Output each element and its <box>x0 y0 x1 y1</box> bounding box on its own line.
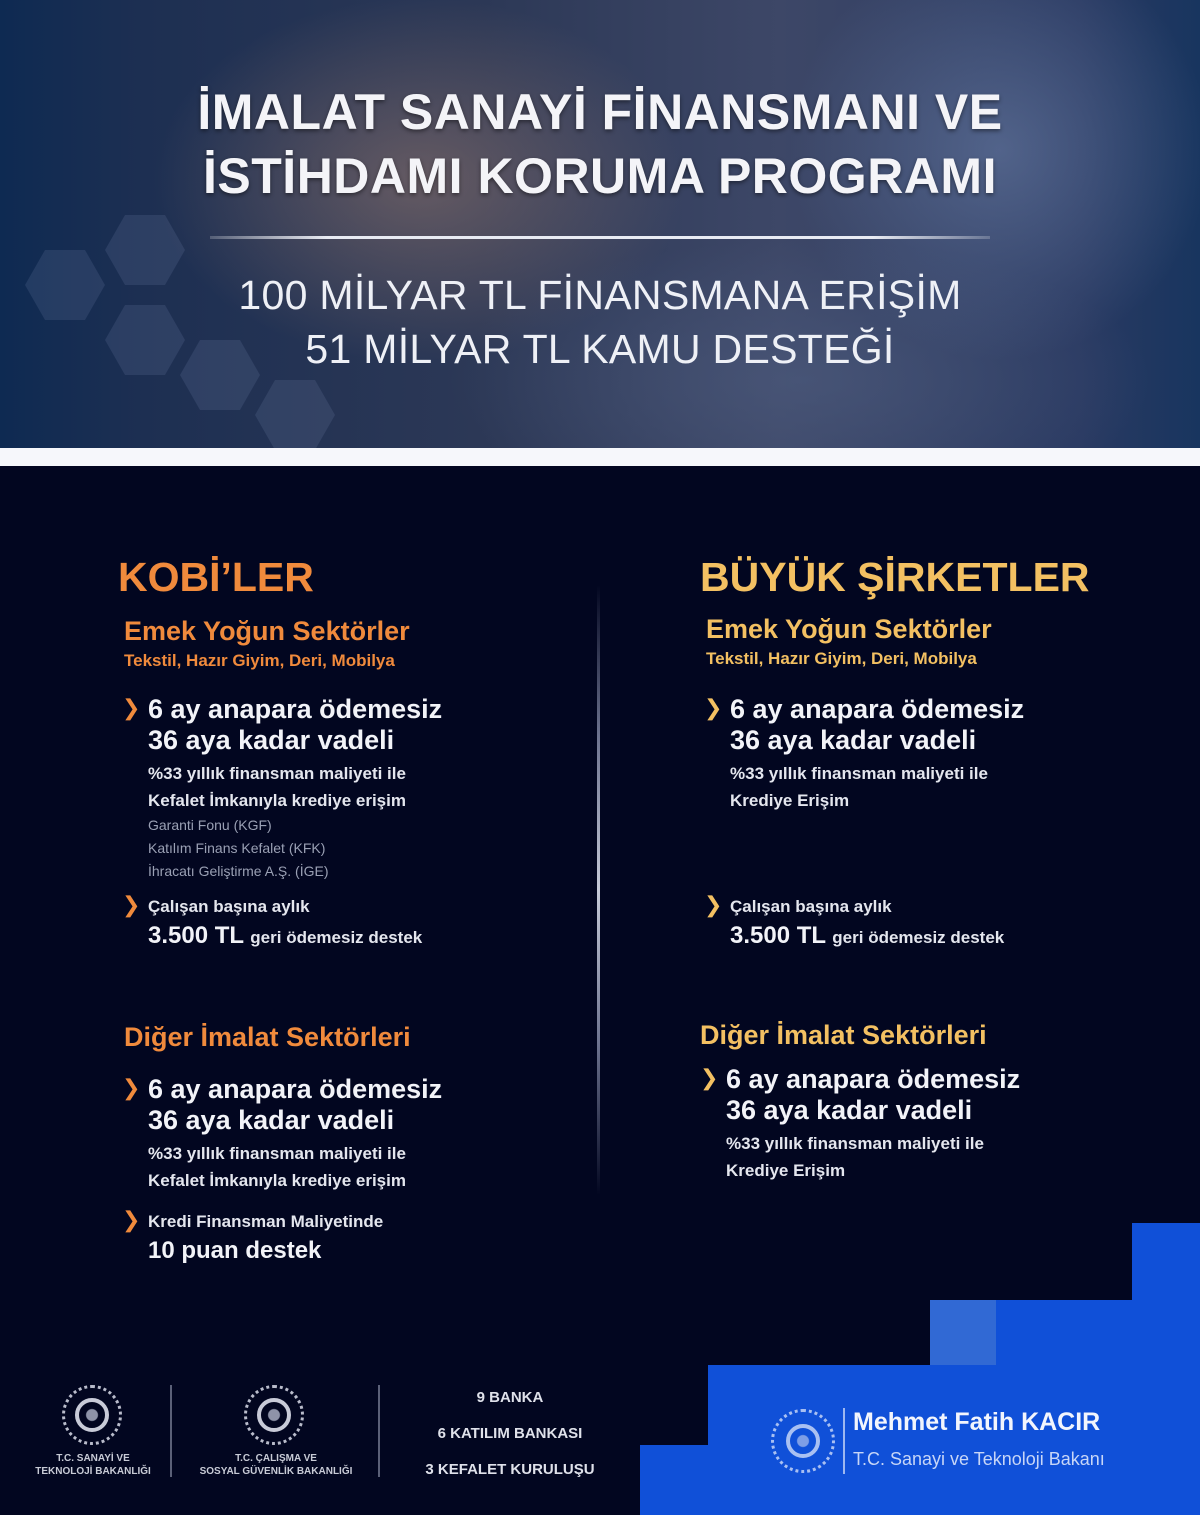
amount-caption: geri ödemesiz destek <box>832 928 1005 947</box>
title-line-1: İMALAT SANAYİ FİNANSMANI VE <box>197 84 1003 140</box>
bullet-detail: %33 yıllık finansman maliyeti ile <box>148 1144 406 1163</box>
chevron-right-icon: ❯ <box>122 1208 141 1233</box>
bullet-detail: Krediye Erişim <box>730 791 850 810</box>
list-item <box>118 1074 558 1194</box>
bullet-detail: Kefalet İmkanıyla krediye erişim <box>148 791 406 810</box>
section-subtitle: Tekstil, Hazır Giyim, Deri, Mobilya <box>124 651 395 670</box>
ministry-emblem-icon <box>771 1409 835 1473</box>
minister-divider <box>843 1408 845 1474</box>
amount-caption: geri ödemesiz destek <box>250 928 423 947</box>
hero-banner <box>0 0 1200 448</box>
caption-line: T.C. SANAYİ VE <box>56 1453 130 1464</box>
list-item <box>118 893 558 954</box>
list-item <box>118 1208 558 1267</box>
hero-subtitle <box>0 268 1200 376</box>
separator-band <box>0 448 1200 466</box>
logo-caption <box>10 1452 176 1478</box>
bullet-detail: Krediye Erişim <box>726 1161 846 1180</box>
bullet-note: İhracatı Geliştirme A.Ş. (İGE) <box>148 863 329 879</box>
amount-value: 3.500 TL <box>148 922 244 949</box>
bullet-line: Çalışan başına aylık <box>148 897 310 916</box>
support-amount: 10 puan destek <box>148 1237 322 1264</box>
section-title: Diğer İmalat Sektörleri <box>700 1020 987 1050</box>
blue-step <box>1132 1223 1200 1515</box>
bullet-line: 6 ay anapara ödemesiz <box>726 1064 1021 1094</box>
subtitle-line-1: 100 MİLYAR TL FİNANSMANA ERİŞİM <box>238 272 962 318</box>
column-title: KOBİ’LER <box>118 554 314 600</box>
bullet-line: 6 ay anapara ödemesiz <box>148 1074 443 1104</box>
bullet-line: Çalışan başına aylık <box>730 897 892 916</box>
bullet-note: Katılım Finans Kefalet (KFK) <box>148 840 326 856</box>
minister-title: T.C. Sanayi ve Teknoloji Bakanı <box>853 1449 1105 1469</box>
title-line-2: İSTİHDAMI KORUMA PROGRAMI <box>203 148 997 204</box>
minister-name: Mehmet Fatih KACIR <box>853 1408 1101 1436</box>
footer-divider <box>378 1385 380 1477</box>
light-blue-square <box>930 1300 996 1365</box>
bullet-line: Kredi Finansman Maliyetinde <box>148 1212 384 1231</box>
chevron-right-icon: ❯ <box>704 696 723 721</box>
partner-item: 9 BANKA <box>476 1389 544 1406</box>
caption-line: T.C. ÇALIŞMA VE <box>235 1453 317 1464</box>
chevron-right-icon: ❯ <box>122 1076 141 1101</box>
section-title: Diğer İmalat Sektörleri <box>124 1022 411 1052</box>
partner-list <box>400 1380 620 1488</box>
ministry-emblem-icon <box>244 1385 304 1445</box>
caption-line: SOSYAL GÜVENLİK BAKANLIĞI <box>199 1466 353 1477</box>
chevron-right-icon: ❯ <box>122 696 141 721</box>
caption-line: TEKNOLOJİ BAKANLIĞI <box>35 1466 151 1477</box>
bullet-note: Garanti Fonu (KGF) <box>148 817 272 833</box>
column-divider <box>597 585 600 1195</box>
bullet-line: 36 aya kadar vadeli <box>148 1105 395 1135</box>
column-large-companies <box>700 548 1160 1184</box>
bullet-line: 6 ay anapara ödemesiz <box>148 694 443 724</box>
list-item <box>700 694 1160 814</box>
list-item <box>700 1064 1160 1184</box>
hex-decoration <box>255 380 335 448</box>
partner-item: 6 KATILIM BANKASI <box>437 1425 583 1442</box>
bullet-line: 36 aya kadar vadeli <box>730 725 977 755</box>
column-title: BÜYÜK ŞİRKETLER <box>700 554 1090 600</box>
bullet-detail: %33 yıllık finansman maliyeti ile <box>730 764 988 783</box>
section-subtitle: Tekstil, Hazır Giyim, Deri, Mobilya <box>706 649 977 668</box>
subtitle-line-2: 51 MİLYAR TL KAMU DESTEĞİ <box>305 326 895 372</box>
list-item <box>700 893 1160 954</box>
bullet-line: 36 aya kadar vadeli <box>148 725 395 755</box>
chevron-right-icon: ❯ <box>122 893 141 918</box>
bullet-line: 6 ay anapara ödemesiz <box>730 694 1025 724</box>
title-divider <box>210 236 990 239</box>
bullet-detail: %33 yıllık finansman maliyeti ile <box>726 1134 984 1153</box>
list-item <box>118 694 558 883</box>
ministry-emblem-icon <box>62 1385 122 1445</box>
amount-value: 3.500 TL <box>730 922 826 949</box>
bullet-detail: %33 yıllık finansman maliyeti ile <box>148 764 406 783</box>
bullet-detail: Kefalet İmkanıyla krediye erişim <box>148 1171 406 1190</box>
support-amount <box>730 920 1160 954</box>
bullet-line: 36 aya kadar vadeli <box>726 1095 973 1125</box>
section-title: Emek Yoğun Sektörler <box>124 616 410 646</box>
section-title: Emek Yoğun Sektörler <box>706 614 992 644</box>
support-amount <box>148 920 558 954</box>
partner-item: 3 KEFALET KURULUŞU <box>425 1461 595 1478</box>
page-title <box>0 80 1200 208</box>
logo-caption <box>180 1452 372 1478</box>
chevron-right-icon: ❯ <box>704 893 723 918</box>
footer-divider <box>170 1385 172 1477</box>
column-kobi <box>118 548 558 1267</box>
chevron-right-icon: ❯ <box>700 1066 719 1091</box>
